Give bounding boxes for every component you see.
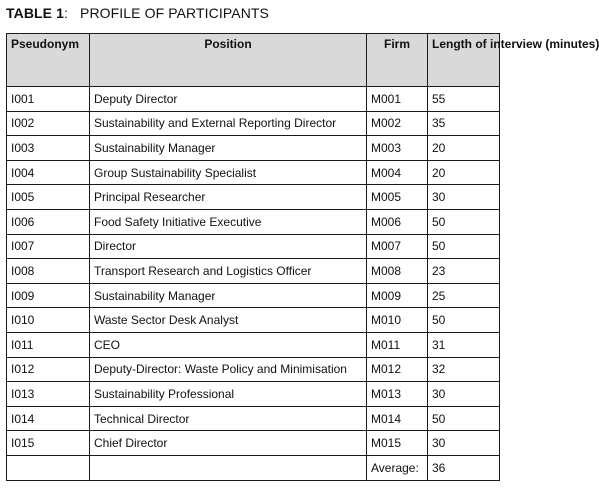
average-empty-cell — [90, 455, 367, 480]
cell-length: 20 — [428, 160, 500, 185]
table-row — [7, 87, 500, 112]
cell-length: 35 — [428, 111, 500, 136]
cell-pseudonym: I004 — [7, 160, 90, 185]
average-label: Average: — [367, 455, 428, 480]
cell-pseudonym: I012 — [7, 357, 90, 382]
cell-position: Sustainability Manager — [90, 136, 367, 161]
cell-firm: M012 — [367, 357, 428, 382]
average-row — [7, 455, 500, 480]
cell-position: Sustainability Professional — [90, 382, 367, 407]
header-position: Position — [90, 34, 367, 87]
cell-firm: M011 — [367, 332, 428, 357]
cell-length: 50 — [428, 406, 500, 431]
table-caption-label: TABLE 1 — [6, 5, 64, 21]
table-row — [7, 259, 500, 284]
cell-firm: M001 — [367, 87, 428, 112]
table-row — [7, 283, 500, 308]
cell-position: Technical Director — [90, 406, 367, 431]
table-header-row — [7, 34, 500, 87]
table-row — [7, 382, 500, 407]
table-caption-title: PROFILE OF PARTICIPANTS — [80, 5, 269, 21]
cell-length: 30 — [428, 185, 500, 210]
cell-position: Deputy-Director: Waste Policy and Minimisation — [90, 357, 367, 382]
table-row — [7, 332, 500, 357]
table-row — [7, 406, 500, 431]
cell-pseudonym: I009 — [7, 283, 90, 308]
cell-firm: M015 — [367, 431, 428, 456]
table-row — [7, 160, 500, 185]
cell-position: Group Sustainability Specialist — [90, 160, 367, 185]
cell-firm: M005 — [367, 185, 428, 210]
cell-length: 30 — [428, 431, 500, 456]
table-row — [7, 234, 500, 259]
table-row — [7, 136, 500, 161]
cell-position: Director — [90, 234, 367, 259]
header-length-of-interview: Length of interview (minutes) — [428, 34, 500, 87]
cell-pseudonym: I002 — [7, 111, 90, 136]
cell-pseudonym: I013 — [7, 382, 90, 407]
cell-pseudonym: I008 — [7, 259, 90, 284]
cell-position: Principal Researcher — [90, 185, 367, 210]
participants-table — [6, 33, 599, 481]
cell-firm: M003 — [367, 136, 428, 161]
cell-firm: M007 — [367, 234, 428, 259]
cell-position: Food Safety Initiative Executive — [90, 209, 367, 234]
cell-pseudonym: I001 — [7, 87, 90, 112]
cell-position: Sustainability and External Reporting Director — [90, 111, 367, 136]
cell-pseudonym: I014 — [7, 406, 90, 431]
cell-pseudonym: I007 — [7, 234, 90, 259]
cell-pseudonym: I010 — [7, 308, 90, 333]
cell-length: 50 — [428, 209, 500, 234]
table-caption: TABLE 1: PROFILE OF PARTICIPANTS — [6, 5, 269, 21]
cell-position: Waste Sector Desk Analyst — [90, 308, 367, 333]
table-body — [7, 87, 500, 481]
cell-firm: M009 — [367, 283, 428, 308]
table-row — [7, 111, 500, 136]
cell-position: CEO — [90, 332, 367, 357]
cell-firm: M014 — [367, 406, 428, 431]
cell-position: Deputy Director — [90, 87, 367, 112]
cell-position: Transport Research and Logistics Officer — [90, 259, 367, 284]
cell-position: Sustainability Manager — [90, 283, 367, 308]
table-row — [7, 185, 500, 210]
average-value: 36 — [428, 455, 500, 480]
cell-position: Chief Director — [90, 431, 367, 456]
table-row — [7, 308, 500, 333]
cell-length: 30 — [428, 382, 500, 407]
cell-pseudonym: I015 — [7, 431, 90, 456]
average-empty-cell — [7, 455, 90, 480]
table-row — [7, 209, 500, 234]
cell-length: 32 — [428, 357, 500, 382]
table-row — [7, 431, 500, 456]
cell-firm: M004 — [367, 160, 428, 185]
cell-length: 25 — [428, 283, 500, 308]
cell-firm: M002 — [367, 111, 428, 136]
cell-length: 50 — [428, 234, 500, 259]
table-row — [7, 357, 500, 382]
header-firm: Firm — [367, 34, 428, 87]
cell-pseudonym: I006 — [7, 209, 90, 234]
cell-length: 55 — [428, 87, 500, 112]
cell-firm: M008 — [367, 259, 428, 284]
cell-length: 50 — [428, 308, 500, 333]
header-pseudonym: Pseudonym — [7, 34, 90, 87]
cell-length: 31 — [428, 332, 500, 357]
cell-length: 23 — [428, 259, 500, 284]
cell-pseudonym: I011 — [7, 332, 90, 357]
cell-firm: M013 — [367, 382, 428, 407]
cell-firm: M010 — [367, 308, 428, 333]
cell-firm: M006 — [367, 209, 428, 234]
cell-length: 20 — [428, 136, 500, 161]
cell-pseudonym: I003 — [7, 136, 90, 161]
cell-pseudonym: I005 — [7, 185, 90, 210]
